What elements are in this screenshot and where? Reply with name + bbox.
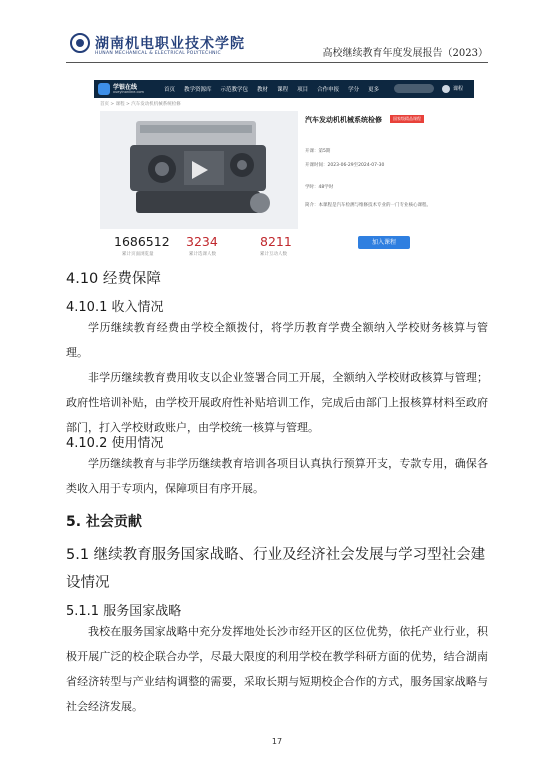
- nav-item[interactable]: 示范教学包: [220, 87, 249, 93]
- user-avatar-icon[interactable]: [442, 85, 450, 93]
- nav-item[interactable]: 学分: [348, 87, 360, 93]
- platform-search-input[interactable]: [394, 84, 434, 93]
- breadcrumb: 首页 > 课程 > 汽车发动机机械系统检修: [100, 102, 181, 107]
- course-hours: 学时：48学时: [305, 185, 334, 190]
- nav-item[interactable]: 教学资源库: [184, 87, 212, 93]
- platform-brand: 学银在线: [113, 84, 138, 91]
- section-heading-5: 5. 社会贡献: [66, 514, 142, 530]
- section-heading-5-1: 5.1 继续教育服务国家战略、行业及经济社会发展与学习型社会建设情况: [66, 547, 486, 591]
- platform-brand-sub: xueyinonline.com: [113, 90, 144, 94]
- paragraph-usage: 学历继续教育与非学历继续教育培训各项目认真执行预算开支，专款专用，确保各类收入用于专项内，保障项目有序开展。: [66, 457, 488, 495]
- course-title: 汽车发动机机械系统检修: [305, 116, 382, 124]
- section-heading-4-10-1: 4.10.1 收入情况: [66, 300, 164, 315]
- stat-page-views: 1686512: [114, 234, 170, 249]
- nav-item[interactable]: 合作申报: [317, 87, 340, 93]
- nav-item[interactable]: 更多: [368, 87, 380, 93]
- section-heading-4-10: 4.10 经费保障: [66, 271, 161, 287]
- header-divider: [66, 62, 488, 63]
- course-page-screenshot: [94, 80, 474, 268]
- section-heading-5-1-1: 5.1.1 服务国家战略: [66, 604, 182, 619]
- platform-topbar: [94, 80, 474, 98]
- join-course-button[interactable]: 加入课程: [358, 236, 410, 249]
- platform-nav: [164, 85, 379, 93]
- nav-item[interactable]: 首页: [164, 87, 176, 93]
- nav-item[interactable]: 课程: [277, 87, 289, 93]
- course-intro: 简介：本课程是汽车检测与维修技术专业的一门专业核心课程。: [305, 203, 431, 208]
- stat-enrollments-label: 累计选课人数: [189, 252, 216, 257]
- course-term: 开课：第5期: [305, 149, 331, 154]
- report-title: 高校继续教育年度发展报告（2023）: [322, 48, 488, 59]
- engine-illustration-icon: [100, 111, 298, 229]
- nav-item[interactable]: 项目: [297, 87, 309, 93]
- stat-interactions-label: 累计互动人数: [260, 252, 287, 257]
- page-number: 17: [271, 737, 283, 746]
- user-label[interactable]: 课程: [453, 86, 464, 92]
- paragraph-income-2: 非学历继续教育费用收支以企业签署合同工开展，全额纳入学校财政核算与管理；政府性培训补贴，由学校开展政府性补贴培训工作，完成后由部门上报核算材料至政府部门，打入学校财政账户，由学校统一核算与管理。: [66, 371, 488, 434]
- nav-item[interactable]: 教材: [257, 87, 269, 93]
- stat-enrollments: 3234: [186, 234, 218, 249]
- section-heading-4-10-2: 4.10.2 使用情况: [66, 436, 164, 451]
- stat-interactions: 8211: [260, 234, 292, 249]
- paragraph-national-strategy: 我校在服务国家战略中充分发挥地处长沙市经开区的区位优势，依托产业行业，积极开展广泛的校企联合办学，尽最大限度的利用学校在教学科研方面的优势，结合湖南省经济转型与产业结构调整的需要，采取长期与短期校企合作的方式，服务国家战略与社会经济发展。: [66, 625, 488, 713]
- engine-image: [100, 111, 298, 229]
- stat-page-views-label: 累计页面浏览量: [122, 252, 154, 257]
- school-name: 湖南机电职业技术学院: [95, 36, 245, 52]
- paragraph-income-1: 学历继续教育经费由学校全额拨付，将学历教育学费全额纳入学校财务核算与管理。: [66, 321, 488, 359]
- school-logo-icon: [70, 33, 90, 53]
- course-badge: 国家级精品课程: [390, 115, 424, 123]
- course-dates: 开课时间：2023-06-29至2024-07-30: [305, 163, 385, 168]
- platform-logo-icon: [98, 83, 110, 95]
- school-name-english: HUNAN MECHANICAL & ELECTRICAL POLYTECHNIC: [95, 51, 221, 56]
